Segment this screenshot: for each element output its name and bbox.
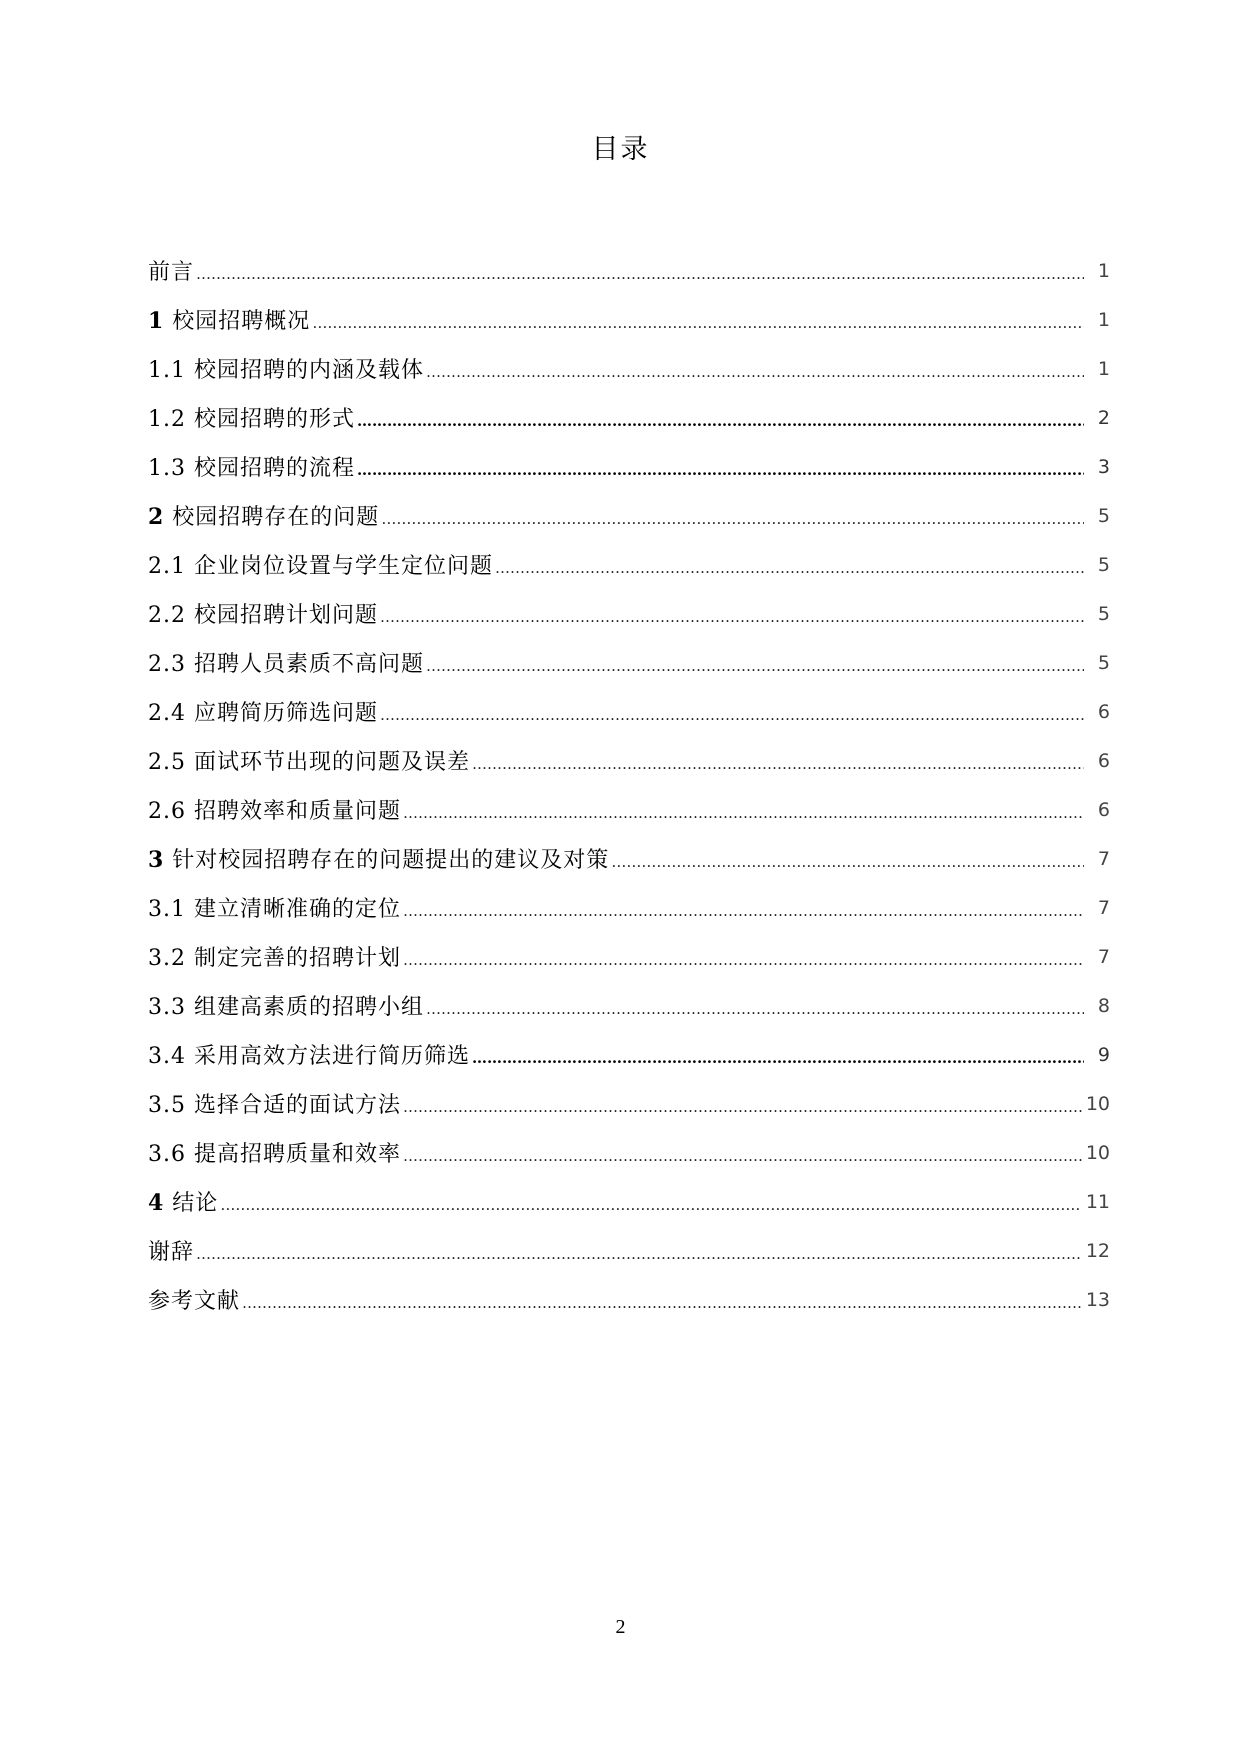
toc-entry-label	[148, 1088, 401, 1119]
toc-entry-label	[148, 1235, 194, 1266]
toc-dot-leader	[403, 951, 1084, 969]
toc-entry-text: 2.3 招聘人员素质不高问题	[148, 652, 424, 677]
toc-entry-1-2[interactable]	[148, 393, 1110, 442]
toc-entry-references[interactable]	[148, 1275, 1110, 1324]
toc-dot-leader	[472, 1049, 1084, 1067]
toc-entry-chapter-2[interactable]	[148, 491, 1110, 540]
toc-page-number: 10	[1085, 1092, 1110, 1115]
toc-dot-leader	[312, 314, 1084, 332]
toc-entry-acknowledgements[interactable]	[148, 1226, 1110, 1275]
toc-page-number: 6	[1097, 798, 1110, 821]
toc-entry-2-3[interactable]	[148, 638, 1110, 687]
toc-entry-text: 1.1 校园招聘的内涵及载体	[148, 358, 424, 383]
toc-page-number: 7	[1097, 847, 1110, 870]
toc-page-number: 6	[1097, 700, 1110, 723]
toc-entry-2-2[interactable]	[148, 589, 1110, 638]
toc-entry-text: 3.6 提高招聘质量和效率	[148, 1142, 401, 1167]
toc-page-number: 5	[1097, 602, 1110, 625]
toc-entry-label	[148, 451, 355, 482]
toc-dot-leader	[472, 755, 1084, 773]
toc-entry-label	[148, 402, 355, 433]
toc-entry-text: 2.1 企业岗位设置与学生定位问题	[148, 554, 493, 579]
toc-page-number: 10	[1085, 1141, 1110, 1164]
toc-page-number: 12	[1085, 1239, 1110, 1262]
toc-dot-leader	[242, 1294, 1082, 1312]
toc-page-number: 5	[1097, 651, 1110, 674]
toc-entry-2-6[interactable]	[148, 785, 1110, 834]
toc-entry-label	[148, 1137, 401, 1168]
toc-entry-label	[148, 549, 493, 580]
toc-page-number: 2	[1097, 406, 1110, 429]
toc-chapter-number: 4	[148, 1190, 165, 1216]
toc-entry-text: 3.3 组建高素质的招聘小组	[148, 995, 424, 1020]
toc-entry-label	[148, 843, 609, 874]
toc-entry-1-3[interactable]	[148, 442, 1110, 491]
toc-entry-text: 3.4 采用高效方法进行简历筛选	[148, 1044, 470, 1069]
toc-entry-text: 2.4 应聘简历筛选问题	[148, 701, 378, 726]
toc-entry-label	[148, 892, 401, 923]
toc-page-number: 1	[1097, 259, 1110, 282]
toc-dot-leader	[611, 853, 1084, 871]
toc-dot-leader	[380, 706, 1084, 724]
toc-entry-label	[148, 500, 379, 531]
toc-dot-leader	[381, 510, 1084, 528]
toc-entry-text: 3.5 选择合适的面试方法	[148, 1093, 401, 1118]
toc-entry-text: 1.3 校园招聘的流程	[148, 456, 355, 481]
toc-entry-1-1[interactable]	[148, 344, 1110, 393]
toc-entry-label	[148, 990, 424, 1021]
toc-chapter-number: 2	[148, 504, 165, 530]
toc-page-number: 3	[1097, 455, 1110, 478]
toc-entry-label	[148, 304, 310, 335]
toc-entry-text: 2.2 校园招聘计划问题	[148, 603, 378, 628]
toc-entry-text: 3.1 建立清晰准确的定位	[148, 897, 401, 922]
toc-entry-3-1[interactable]	[148, 883, 1110, 932]
toc-entry-label	[148, 1186, 218, 1217]
toc-entry-text: 3.2 制定完善的招聘计划	[148, 946, 401, 971]
toc-entry-2-4[interactable]	[148, 687, 1110, 736]
toc-entry-text: 参考文献	[148, 1289, 241, 1314]
toc-entry-text: 1.2 校园招聘的形式	[148, 407, 355, 432]
toc-dot-leader	[426, 363, 1084, 381]
toc-page-number: 5	[1097, 553, 1110, 576]
toc-entry-label	[148, 941, 401, 972]
toc-entry-2-1[interactable]	[148, 540, 1110, 589]
toc-entry-label	[148, 794, 401, 825]
toc-entry-2-5[interactable]	[148, 736, 1110, 785]
toc-dot-leader	[403, 1147, 1082, 1165]
toc-page-number: 1	[1097, 357, 1110, 380]
toc-entry-text: 针对校园招聘存在的问题提出的建议及对策	[164, 848, 610, 873]
toc-dot-leader	[220, 1196, 1082, 1214]
toc-page-number: 1	[1097, 308, 1110, 331]
table-of-contents	[148, 246, 1110, 1324]
toc-entry-3-6[interactable]	[148, 1128, 1110, 1177]
toc-page-number: 11	[1085, 1190, 1110, 1213]
page-number-footer: 2	[615, 1616, 626, 1638]
toc-entry-text: 2.5 面试环节出现的问题及误差	[148, 750, 470, 775]
toc-dot-leader	[495, 559, 1084, 577]
toc-dot-leader	[357, 461, 1084, 479]
toc-entry-label	[148, 1284, 240, 1315]
toc-page-number: 5	[1097, 504, 1110, 527]
toc-entry-preface[interactable]	[148, 246, 1110, 295]
toc-dot-leader	[196, 265, 1084, 283]
toc-dot-leader	[426, 1000, 1084, 1018]
toc-chapter-number: 3	[148, 847, 165, 873]
toc-entry-label	[148, 353, 424, 384]
toc-entry-label	[148, 255, 194, 286]
toc-entry-chapter-3[interactable]	[148, 834, 1110, 883]
toc-page-number: 7	[1097, 896, 1110, 919]
toc-page-number: 7	[1097, 945, 1110, 968]
toc-dot-leader	[403, 1098, 1082, 1116]
toc-entry-label	[148, 1039, 470, 1070]
toc-entry-text: 2.6 招聘效率和质量问题	[148, 799, 401, 824]
toc-dot-leader	[196, 1245, 1082, 1263]
toc-entry-chapter-4[interactable]	[148, 1177, 1110, 1226]
toc-page-number: 9	[1097, 1043, 1110, 1066]
toc-entry-label	[148, 745, 470, 776]
toc-entry-text: 结论	[164, 1191, 219, 1216]
toc-entry-chapter-1[interactable]	[148, 295, 1110, 344]
toc-entry-text: 校园招聘存在的问题	[164, 505, 380, 530]
toc-entry-label	[148, 647, 424, 678]
toc-dot-leader	[403, 804, 1084, 822]
toc-chapter-number: 1	[148, 308, 165, 334]
toc-entry-3-4[interactable]	[148, 1030, 1110, 1079]
toc-dot-leader	[380, 608, 1084, 626]
toc-page-number: 8	[1097, 994, 1110, 1017]
toc-page-number: 6	[1097, 749, 1110, 772]
toc-entry-text: 校园招聘概况	[164, 309, 311, 334]
toc-entry-text: 谢辞	[148, 1240, 195, 1265]
toc-entry-3-2[interactable]	[148, 932, 1110, 981]
toc-entry-3-3[interactable]	[148, 981, 1110, 1030]
toc-dot-leader	[357, 412, 1084, 430]
toc-page-number: 13	[1085, 1288, 1110, 1311]
toc-entry-label	[148, 598, 378, 629]
toc-dot-leader	[426, 657, 1084, 675]
toc-entry-label	[148, 696, 378, 727]
page-title: 目录	[591, 134, 650, 165]
toc-entry-3-5[interactable]	[148, 1079, 1110, 1128]
toc-entry-text: 前言	[148, 260, 195, 285]
toc-dot-leader	[403, 902, 1084, 920]
